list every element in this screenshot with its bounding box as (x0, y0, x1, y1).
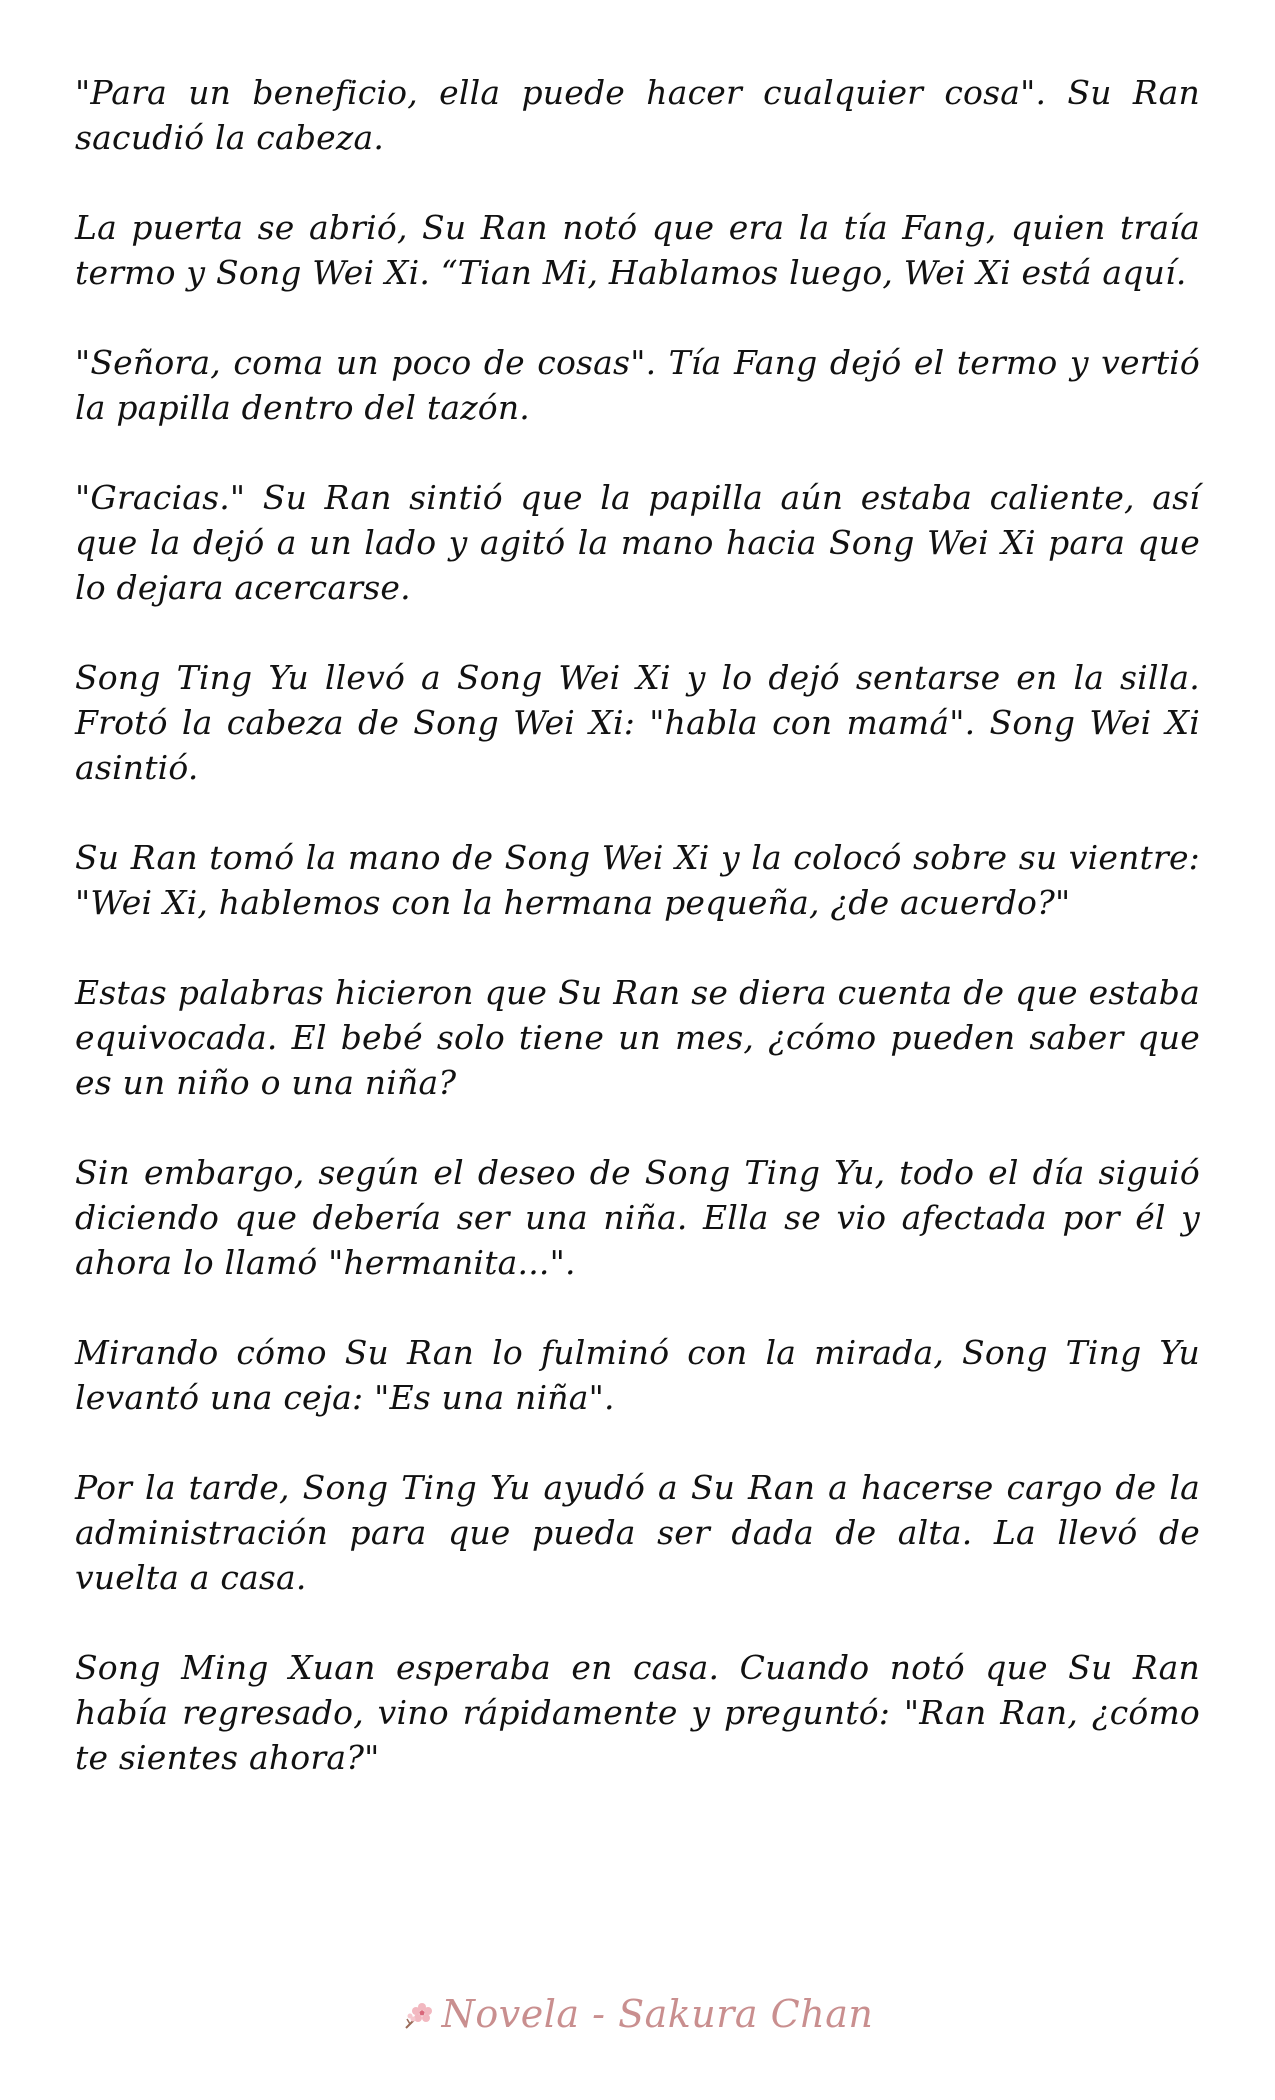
paragraph-1: "Para un beneficio, ella puede hacer cualquier cosa". Su Ran sacudió la cabeza. (75, 73, 1200, 157)
sakura-blossom-icon (402, 1997, 436, 2031)
paragraph-5: Song Ting Yu llevó a Song Wei Xi y lo dejó sentarse en la silla. Frotó la cabeza de Song Wei Xi: "habla con mamá". Song Wei Xi asintió. (75, 658, 1200, 787)
paragraph-8: Sin embargo, según el deseo de Song Ting Yu, todo el día siguió diciendo que debería ser una niña. Ella se vio afectada por él y ahora lo llamó "hermanita...". (75, 1153, 1200, 1282)
paragraph-2: La puerta se abrió, Su Ran notó que era la tía Fang, quien traía termo y Song Wei Xi. “Tian Mi, Hablamos luego, Wei Xi está aquí. (75, 208, 1200, 292)
footer-text: Novela - Sakura Chan (441, 1992, 874, 2036)
paragraph-7: Estas palabras hicieron que Su Ran se diera cuenta de que estaba equivocada. El bebé solo tiene un mes, ¿cómo pueden saber que es un niño o una niña? (75, 973, 1200, 1102)
watermark-footer (0, 1992, 1275, 2036)
paragraph-6: Su Ran tomó la mano de Song Wei Xi y la colocó sobre su vientre: "Wei Xi, hablemos con la hermana pequeña, ¿de acuerdo?" (75, 838, 1200, 922)
paragraph-10: Por la tarde, Song Ting Yu ayudó a Su Ran a hacerse cargo de la administración para que pueda ser dada de alta. La llevó de vuelta a casa. (75, 1468, 1200, 1597)
paragraph-3: "Señora, coma un poco de cosas". Tía Fang dejó el termo y vertió la papilla dentro del tazón. (75, 343, 1200, 427)
paragraph-9: Mirando cómo Su Ran lo fulminó con la mirada, Song Ting Yu levantó una ceja: "Es una niña". (75, 1333, 1200, 1417)
paragraph-4: "Gracias." Su Ran sintió que la papilla aún estaba caliente, así que la dejó a un lado y agitó la mano hacia Song Wei Xi para que lo dejara acercarse. (75, 478, 1200, 607)
paragraph-11: Song Ming Xuan esperaba en casa. Cuando notó que Su Ran había regresado, vino rápidamente y preguntó: "Ran Ran, ¿cómo te sientes ahora?" (75, 1648, 1200, 1777)
